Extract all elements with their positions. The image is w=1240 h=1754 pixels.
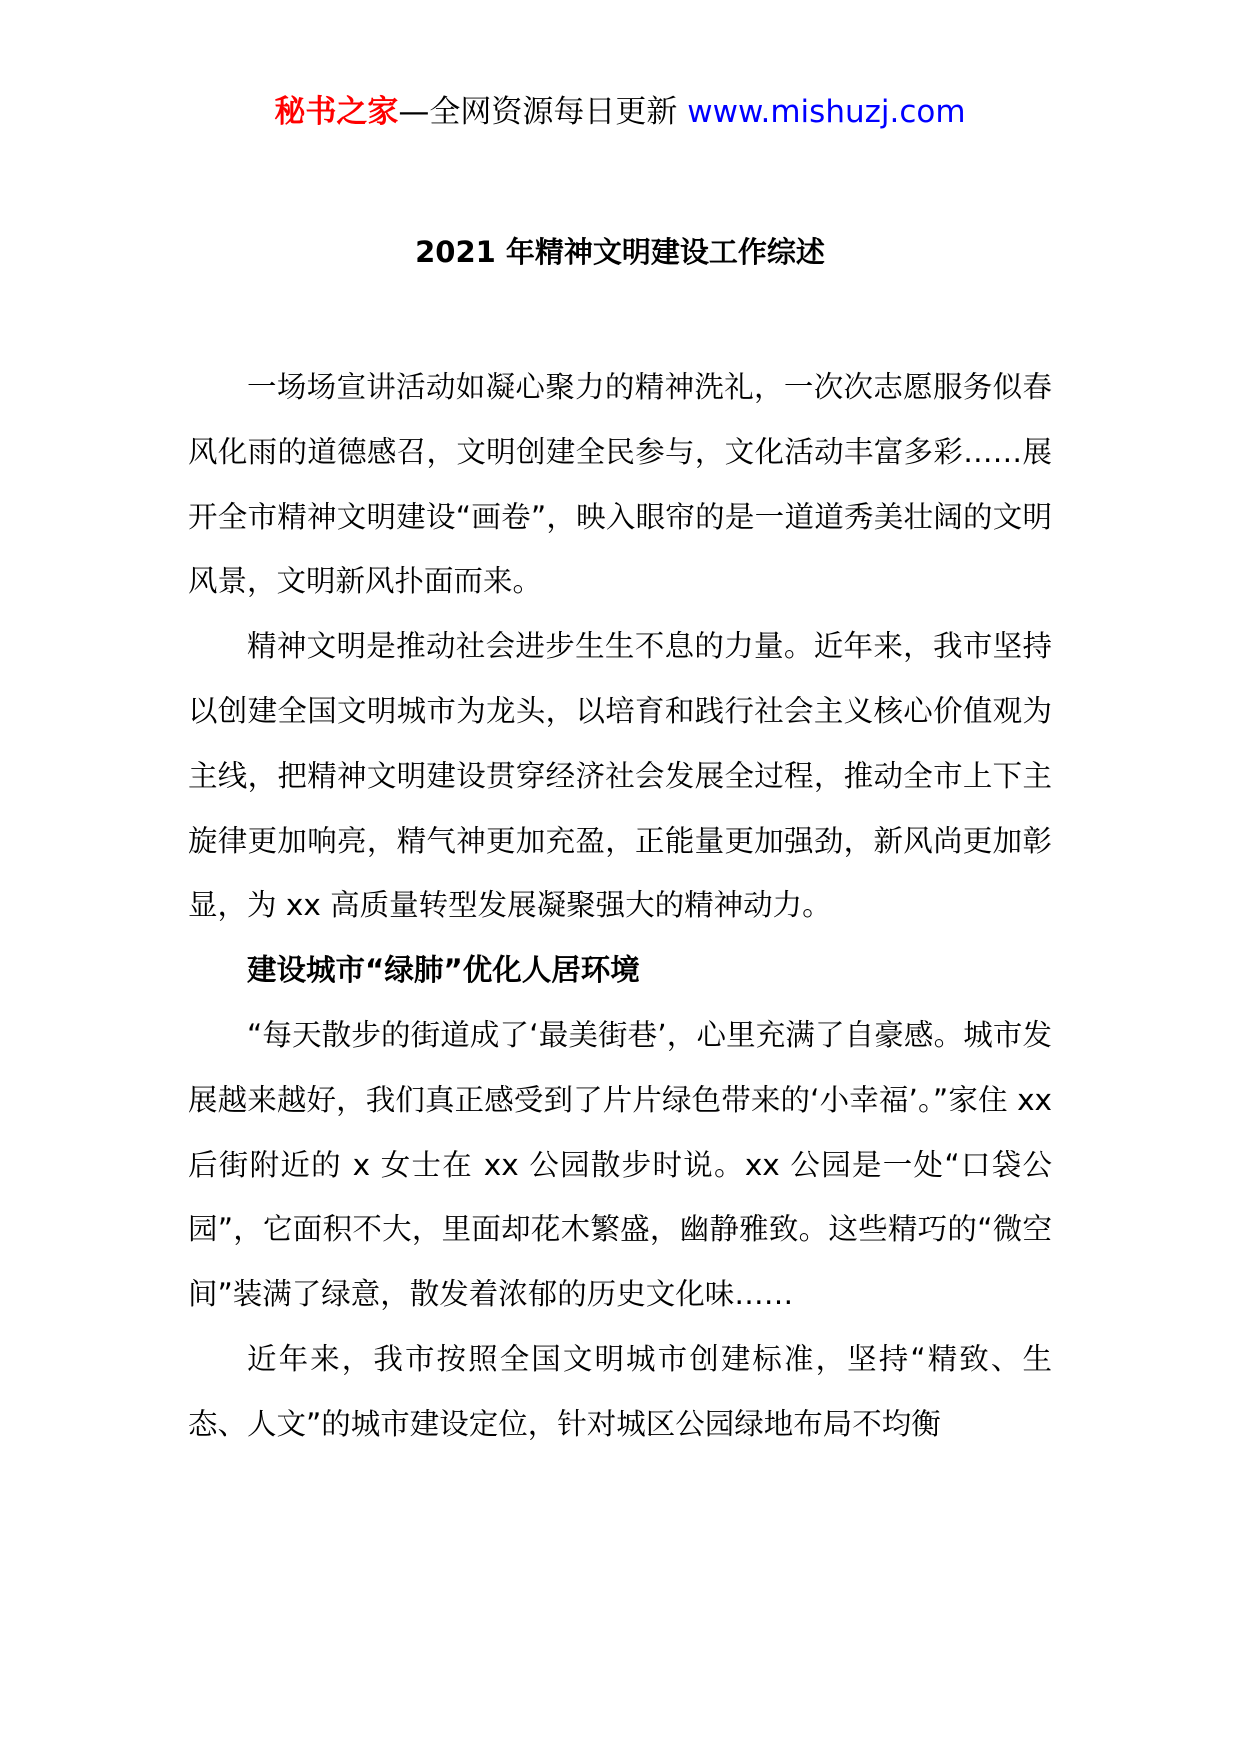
body-paragraph: 近年来，我市按照全国文明城市创建标准，坚持“精致、生态、人文”的城市建设定位，针对城区公园绿地布局不均衡 xyxy=(188,1341,1052,1441)
site-url-link[interactable]: www.mishuzj.com xyxy=(687,94,966,130)
section-heading: 建设城市“绿肺”优化人居环境 xyxy=(247,953,640,988)
site-header xyxy=(0,92,1240,132)
header-tagline: —全网资源每日更新 xyxy=(398,94,688,130)
document-title: 2021 年精神文明建设工作综述 xyxy=(415,235,825,269)
body-paragraph: “每天散步的街道成了‘最美街巷’，心里充满了自豪感。城市发展越来越好，我们真正感受到了片片绿色带来的‘小幸福’。”家住 xx 后街附近的 x 女士在 xx 公园散步时说。xx 公园是一处“口袋公园”，它面积不大，里面却花木繁盛，幽静雅致。这些精巧的“微空间”装满了绿意，散发着浓郁的历史文化味…… xyxy=(188,1017,1052,1312)
document-body xyxy=(188,355,1052,1457)
body-paragraph: 一场场宣讲活动如凝心聚力的精神洗礼，一次次志愿服务似春风化雨的道德感召，文明创建全民参与，文化活动丰富多彩……展开全市精神文明建设“画卷”，映入眼帘的是一道道秀美壮阔的文明风景，文明新风扑面而来。 xyxy=(188,370,1052,599)
body-paragraph: 精神文明是推动社会进步生生不息的力量。近年来，我市坚持以创建全国文明城市为龙头，以培育和践行社会主义核心价值观为主线，把精神文明建设贯穿经济社会发展全过程，推动全市上下主旋律更加响亮，精气神更加充盈，正能量更加强劲，新风尚更加彰显，为 xx 高质量转型发展凝聚强大的精神动力。 xyxy=(188,629,1052,923)
brand-name: 秘书之家 xyxy=(274,94,399,130)
